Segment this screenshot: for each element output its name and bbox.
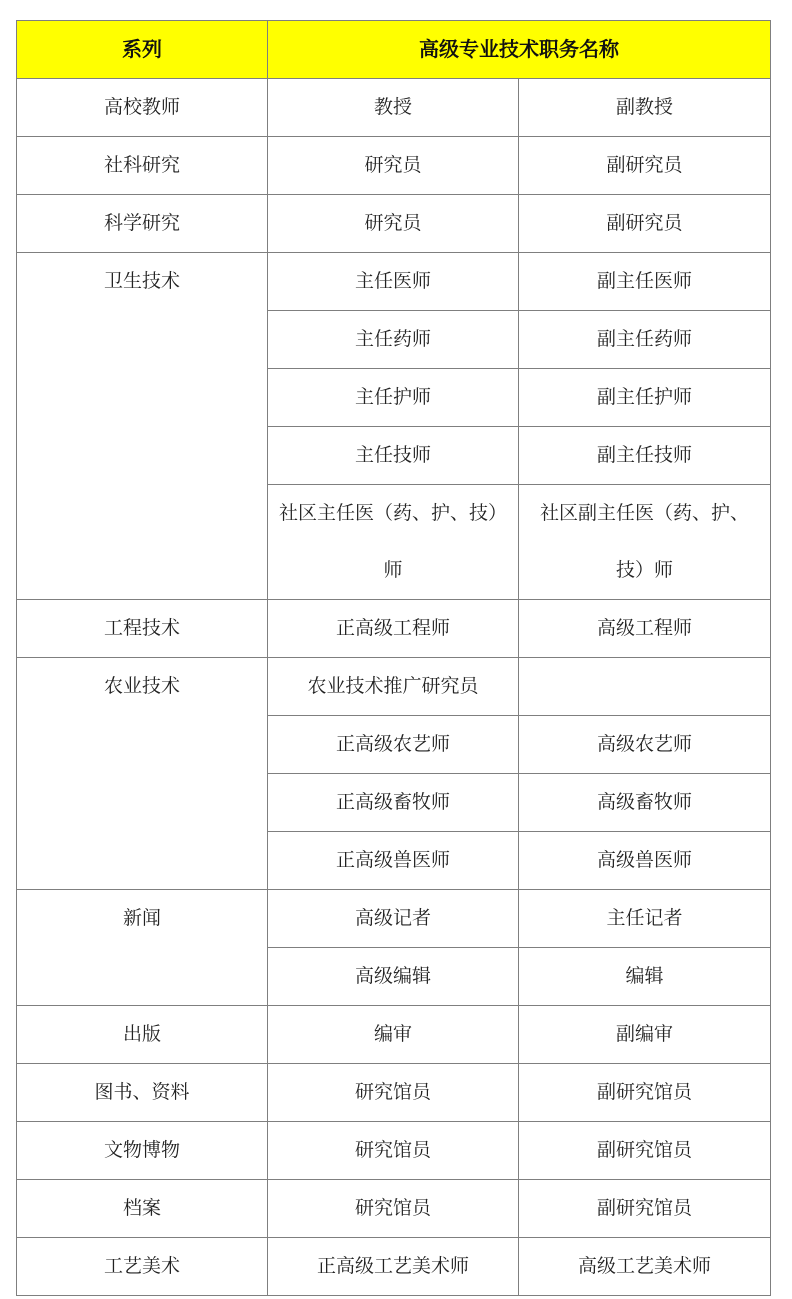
series-cell: 工艺美术 — [17, 1238, 268, 1296]
senior-cell: 高级编辑 — [268, 948, 519, 1006]
series-cell: 高校教师 — [17, 79, 268, 137]
table-row — [17, 1238, 771, 1296]
senior-cell: 社区主任医（药、护、技）师 — [268, 485, 519, 600]
table-row — [17, 137, 771, 195]
associate-cell: 副研究馆员 — [519, 1064, 771, 1122]
associate-cell: 副主任药师 — [519, 311, 771, 369]
associate-cell: 主任记者 — [519, 890, 771, 948]
senior-cell: 正高级畜牧师 — [268, 774, 519, 832]
associate-cell: 副编审 — [519, 1006, 771, 1064]
senior-cell: 主任药师 — [268, 311, 519, 369]
associate-cell: 高级兽医师 — [519, 832, 771, 890]
senior-cell: 研究馆员 — [268, 1122, 519, 1180]
title-table — [16, 20, 771, 1296]
senior-cell: 正高级工艺美术师 — [268, 1238, 519, 1296]
table-row — [17, 600, 771, 658]
header-series: 系列 — [17, 21, 268, 79]
senior-cell: 主任护师 — [268, 369, 519, 427]
associate-cell: 社区副主任医（药、护、技）师 — [519, 485, 771, 600]
associate-cell: 副研究员 — [519, 137, 771, 195]
associate-cell: 副教授 — [519, 79, 771, 137]
associate-cell: 副主任医师 — [519, 253, 771, 311]
series-cell: 农业技术 — [17, 658, 268, 890]
senior-cell: 研究馆员 — [268, 1180, 519, 1238]
senior-cell: 正高级工程师 — [268, 600, 519, 658]
senior-cell: 研究员 — [268, 195, 519, 253]
table-row — [17, 1064, 771, 1122]
senior-cell: 研究馆员 — [268, 1064, 519, 1122]
senior-cell: 正高级农艺师 — [268, 716, 519, 774]
table-row — [17, 890, 771, 948]
senior-cell: 研究员 — [268, 137, 519, 195]
series-cell: 出版 — [17, 1006, 268, 1064]
table-row — [17, 253, 771, 311]
series-cell: 卫生技术 — [17, 253, 268, 600]
header-title: 高级专业技术职务名称 — [268, 21, 771, 79]
header-row — [17, 21, 771, 79]
associate-cell: 编辑 — [519, 948, 771, 1006]
series-cell: 新闻 — [17, 890, 268, 1006]
associate-cell: 副主任技师 — [519, 427, 771, 485]
table-row — [17, 195, 771, 253]
table-row — [17, 79, 771, 137]
senior-cell: 农业技术推广研究员 — [268, 658, 519, 716]
series-cell: 工程技术 — [17, 600, 268, 658]
associate-cell — [519, 658, 771, 716]
associate-cell: 副主任护师 — [519, 369, 771, 427]
series-cell: 社科研究 — [17, 137, 268, 195]
series-cell: 科学研究 — [17, 195, 268, 253]
table-row — [17, 1180, 771, 1238]
senior-cell: 编审 — [268, 1006, 519, 1064]
table-row — [17, 658, 771, 716]
senior-cell: 高级记者 — [268, 890, 519, 948]
associate-cell: 高级农艺师 — [519, 716, 771, 774]
associate-cell: 高级工艺美术师 — [519, 1238, 771, 1296]
senior-cell: 主任医师 — [268, 253, 519, 311]
associate-cell: 高级工程师 — [519, 600, 771, 658]
senior-cell: 教授 — [268, 79, 519, 137]
associate-cell: 副研究馆员 — [519, 1180, 771, 1238]
series-cell: 图书、资料 — [17, 1064, 268, 1122]
senior-cell: 正高级兽医师 — [268, 832, 519, 890]
series-cell: 文物博物 — [17, 1122, 268, 1180]
associate-cell: 副研究员 — [519, 195, 771, 253]
table-row — [17, 1122, 771, 1180]
associate-cell: 副研究馆员 — [519, 1122, 771, 1180]
associate-cell: 高级畜牧师 — [519, 774, 771, 832]
series-cell: 档案 — [17, 1180, 268, 1238]
table-row — [17, 1006, 771, 1064]
senior-cell: 主任技师 — [268, 427, 519, 485]
